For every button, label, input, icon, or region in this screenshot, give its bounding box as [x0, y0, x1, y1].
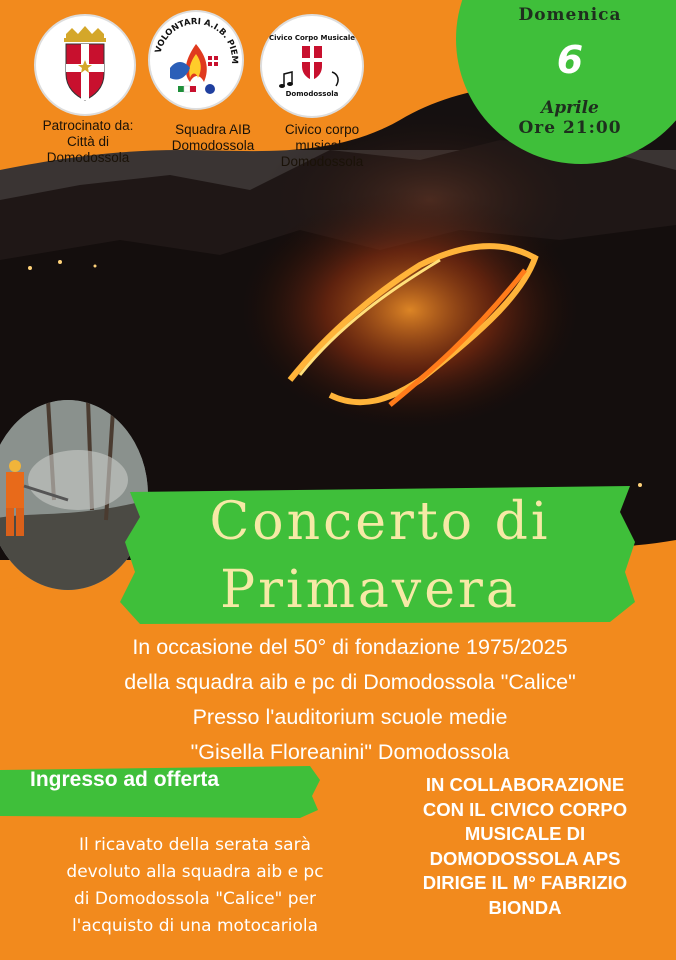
patron-caption — [28, 118, 148, 166]
patron-line-2: Città di — [66, 134, 110, 149]
patron-line-1: Patrocinato da: — [42, 118, 134, 133]
city-crest-icon — [36, 16, 134, 114]
concert-title-line-1: Concerto di — [209, 492, 551, 552]
proceeds-line-1: Il ricavato della serata sarà — [79, 835, 311, 855]
collab-line-5: DIRIGE IL M° FABRIZIO — [422, 872, 628, 893]
aib-caption — [158, 122, 268, 154]
date-month: Aprile — [541, 98, 599, 118]
entry-label: Ingresso ad offerta — [30, 768, 220, 791]
concert-title-line-2: Primavera — [220, 560, 520, 620]
collaboration-text — [380, 773, 670, 920]
band-caption-line-2: Domodossola — [280, 154, 364, 169]
occasion-line-4: "Gisella Floreanini" Domodossola — [190, 740, 510, 764]
band-caption — [262, 122, 382, 170]
proceeds-text — [20, 832, 370, 940]
date-weekday: Domenica — [518, 5, 622, 25]
city-crest-logo — [34, 14, 136, 116]
occasion-line-3: Presso l'auditorium scuole medie — [192, 705, 508, 729]
band-caption-line-1: Civico corpo musicale — [284, 122, 360, 153]
aib-caption-line-2: Domodossola — [171, 138, 255, 153]
aib-flame-icon — [150, 12, 242, 108]
occasion-text — [40, 630, 660, 770]
date-time: Ore 21:00 — [518, 118, 622, 138]
occasion-line-2: della squadra aib e pc di Domodossola "Calice" — [124, 670, 576, 694]
collab-line-3: MUSICALE DI — [464, 823, 586, 844]
collab-line-2: CON IL CIVICO CORPO — [422, 798, 628, 820]
collab-line-6: BIONDA — [488, 896, 562, 918]
music-band-logo — [260, 14, 364, 118]
band-logo-title: Civico Corpo Musicale — [268, 34, 356, 42]
patron-line-3: Domodossola — [46, 150, 130, 165]
aib-logo — [148, 10, 244, 110]
band-logo-sub: Domodossola — [285, 90, 339, 98]
date-day: 6 — [556, 38, 584, 82]
music-band-icon — [262, 16, 362, 116]
proceeds-line-2: devoluto alla squadra aib e pc — [66, 862, 324, 882]
collab-line-4: DOMODOSSOLA APS — [429, 847, 621, 869]
collab-line-1: IN COLLABORAZIONE — [425, 774, 625, 795]
proceeds-line-4: l'acquisto di una motocariola — [71, 916, 319, 936]
occasion-line-1: In occasione del 50° di fondazione 1975/2025 — [132, 635, 568, 659]
svg-text:CORPO VOLONTARI A.I.B. PIEMONT: VOLONTARI A.I.B. PIEM — [153, 16, 240, 64]
aib-caption-line-1: Squadra AIB — [175, 122, 251, 137]
proceeds-line-3: di Domodossola "Calice" per — [73, 889, 317, 909]
